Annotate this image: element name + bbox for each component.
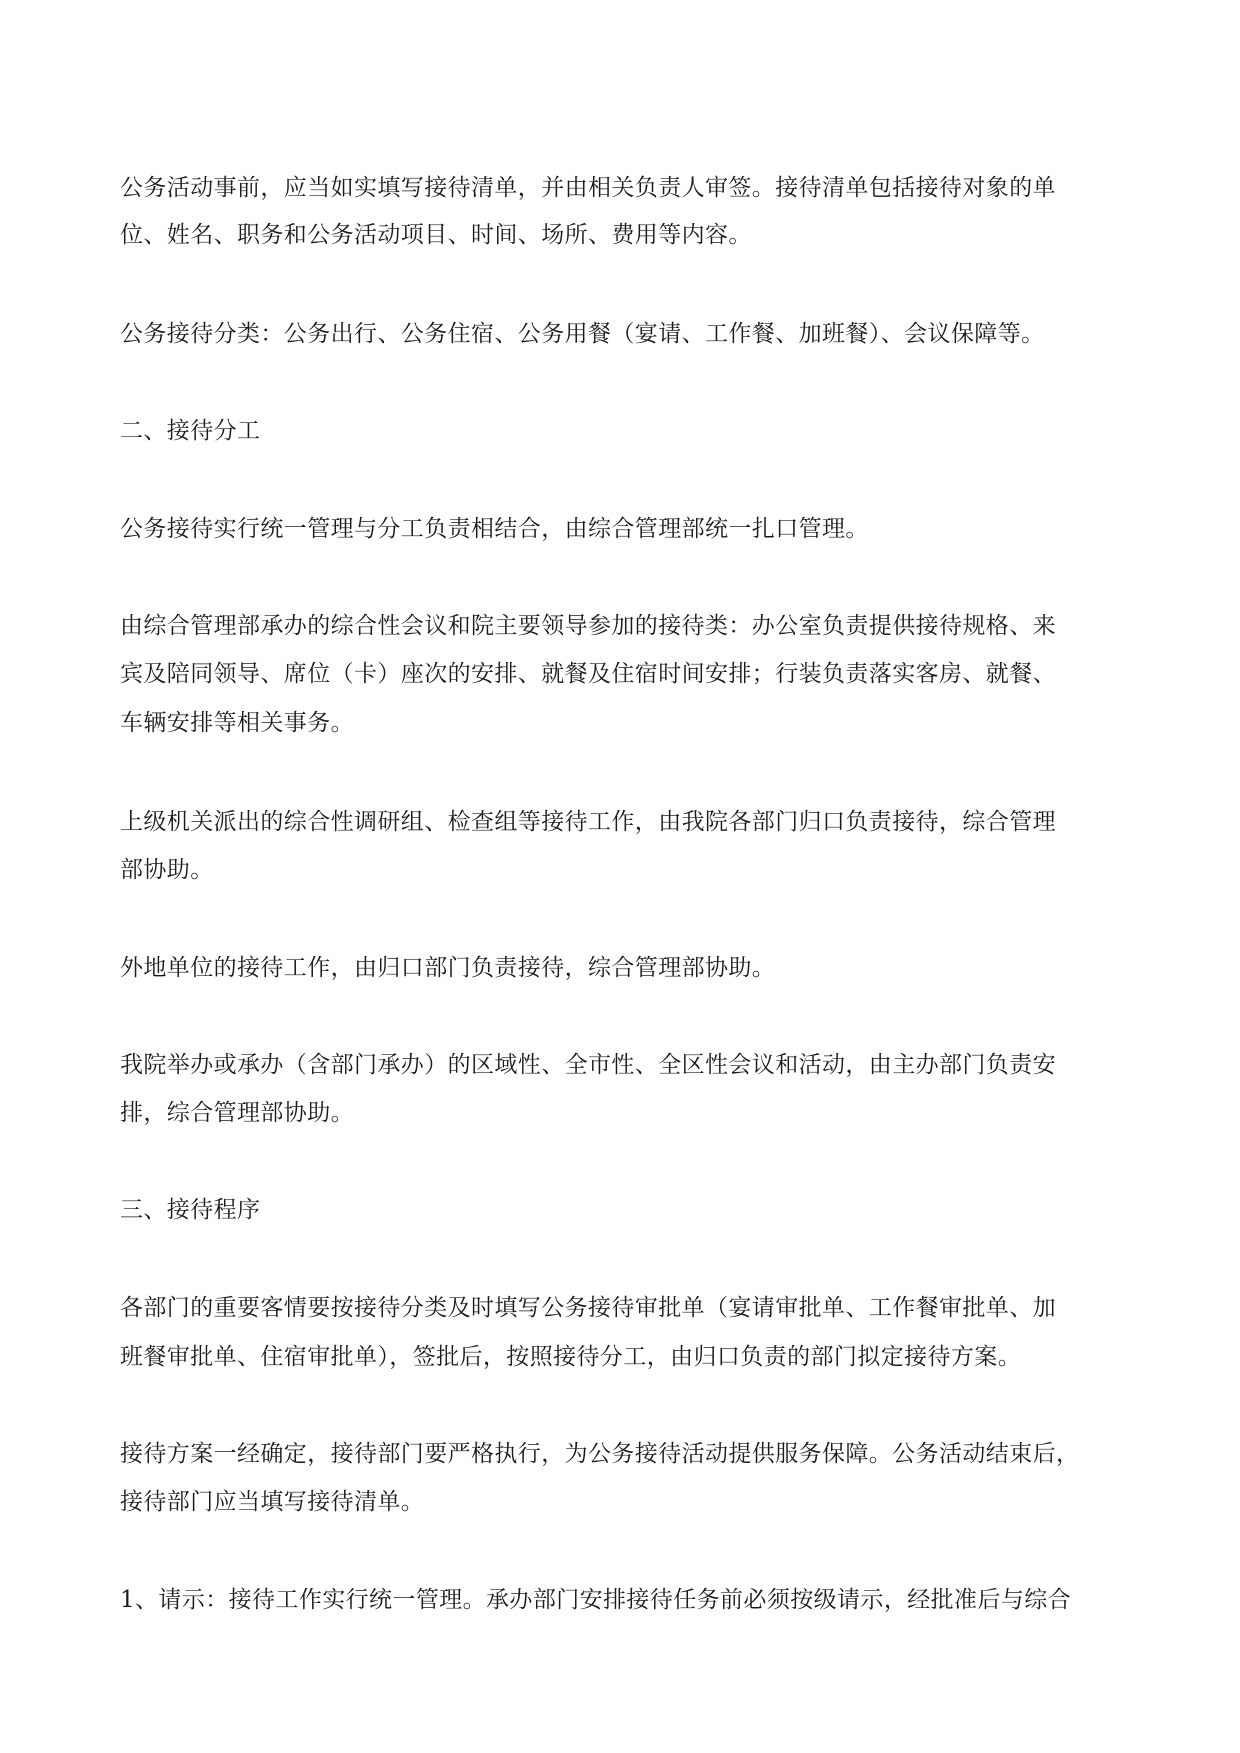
section-heading-reception-procedure: 三、接待程序 [120,1197,261,1223]
paragraph-comprehensive-meetings-line-2: 宾及陪同领导、席位（卡）座次的安排、就餐及住宿时间安排；行装负责落实客房、就餐、 [120,661,1056,687]
paragraph-hosted-events-line-1: 我院举办或承办（含部门承办）的区域性、全市性、全区性会议和活动，由主办部门负责安 [120,1052,1056,1078]
paragraph-reception-categories: 公务接待分类：公务出行、公务住宿、公务用餐（宴请、工作餐、加班餐）、会议保障等。 [120,321,1045,347]
paragraph-reception-list-line-2: 位、姓名、职务和公务活动项目、时间、场所、费用等内容。 [120,222,752,248]
paragraph-plan-execution-line-2: 接待部门应当填写接待清单。 [120,1489,425,1515]
paragraph-plan-execution-line-1: 接待方案一经确定，接待部门要严格执行，为公务接待活动提供服务保障。公务活动结束后， [120,1441,1080,1467]
paragraph-approval-forms-line-1: 各部门的重要客情要按接待分类及时填写公务接待审批单（宴请审批单、工作餐审批单、加 [120,1295,1056,1321]
paragraph-approval-forms-line-2: 班餐审批单、住宿审批单），签批后，按照接待分工，由归口负责的部门拟定接待方案。 [120,1344,1022,1370]
paragraph-hosted-events-line-2: 排，综合管理部协助。 [120,1100,354,1126]
paragraph-comprehensive-meetings-line-3: 车辆安排等相关事务。 [120,710,354,736]
paragraph-comprehensive-meetings-line-1: 由综合管理部承办的综合性会议和院主要领导参加的接待类：办公室负责提供接待规格、来 [120,613,1056,639]
paragraph-superior-agencies-line-1: 上级机关派出的综合性调研组、检查组等接待工作，由我院各部门归口负责接待，综合管理 [120,809,1056,835]
section-heading-division-of-work: 二、接待分工 [120,418,261,444]
paragraph-unified-management: 公务接待实行统一管理与分工负责相结合，由综合管理部统一扎口管理。 [120,516,869,542]
paragraph-external-units: 外地单位的接待工作，由归口部门负责接待，综合管理部协助。 [120,955,776,981]
paragraph-reception-list-line-1: 公务活动事前，应当如实填写接待清单，并由相关负责人审签。接待清单包括接待对象的单 [120,175,1056,201]
paragraph-request-instruction: 1、请示：接待工作实行统一管理。承办部门安排接待任务前必须按级请示，经批准后与综合 [120,1587,1072,1613]
paragraph-superior-agencies-line-2: 部协助。 [120,857,214,883]
